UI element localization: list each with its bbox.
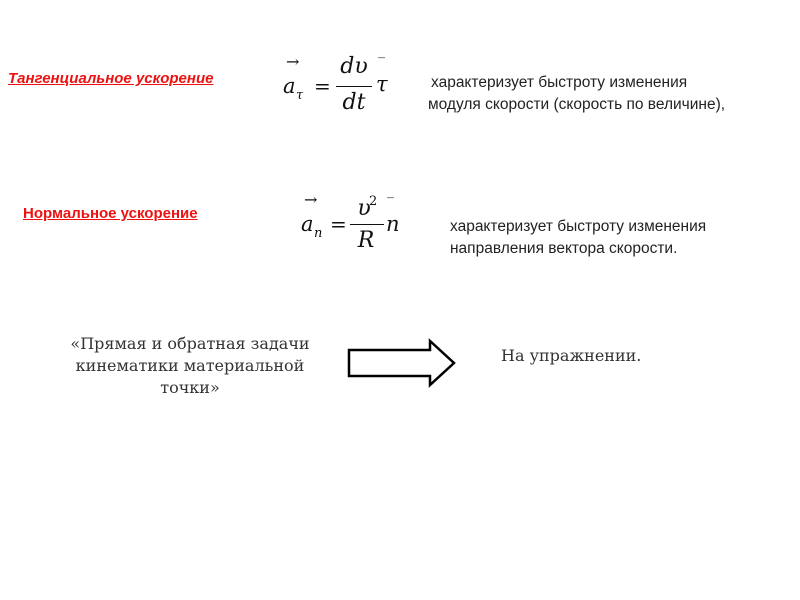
topic-line1: «Прямая и обратная задачи bbox=[70, 334, 310, 353]
tangential-formula-lhs: a bbox=[283, 74, 296, 98]
normal-formula-lhs-sub: n bbox=[314, 226, 323, 241]
normal-formula-denominator: R bbox=[357, 228, 375, 253]
normal-formula-unit-vector: n bbox=[386, 212, 400, 236]
normal-formula-numerator: υ bbox=[357, 196, 371, 221]
right-arrow-icon bbox=[344, 338, 460, 388]
normal-formula-equals: = bbox=[330, 212, 347, 236]
normal-description-line2: направления вектора скорости. bbox=[450, 240, 678, 257]
topic-line2: кинематики материальной bbox=[75, 356, 305, 375]
tangential-heading: Тангенциальное ускорение bbox=[8, 70, 214, 87]
tangential-description-line2: модуля скорости (скорость по величине), bbox=[428, 96, 726, 113]
normal-formula-numerator-sup: 2 bbox=[369, 194, 378, 209]
normal-heading: Нормальное ускорение bbox=[23, 205, 198, 222]
tangential-fraction-bar bbox=[336, 86, 372, 87]
vector-arrow-icon: → bbox=[286, 52, 300, 71]
vector-arrow-icon: → bbox=[304, 190, 318, 209]
exercise-text: На упражнении. bbox=[501, 346, 642, 365]
unit-vector-bar-icon: ‾ bbox=[387, 196, 394, 212]
tangential-description-line1: характеризует быстроту изменения bbox=[431, 74, 688, 91]
topic-line3: точки» bbox=[160, 378, 220, 397]
normal-formula-lhs: a bbox=[301, 212, 314, 236]
tangential-formula-denominator: dt bbox=[342, 90, 366, 115]
tangential-formula bbox=[280, 52, 400, 122]
normal-description-line1: характеризует быстроту изменения bbox=[450, 218, 707, 235]
tangential-formula-numerator: dυ bbox=[340, 54, 368, 79]
tangential-formula-equals: = bbox=[314, 74, 331, 98]
normal-fraction-bar bbox=[350, 224, 384, 225]
normal-formula bbox=[298, 190, 408, 262]
tangential-formula-unit-vector: τ bbox=[376, 72, 388, 96]
tangential-formula-lhs-sub: τ bbox=[296, 88, 304, 103]
topic-text bbox=[40, 333, 340, 399]
unit-vector-bar-icon: ‾ bbox=[378, 56, 385, 72]
